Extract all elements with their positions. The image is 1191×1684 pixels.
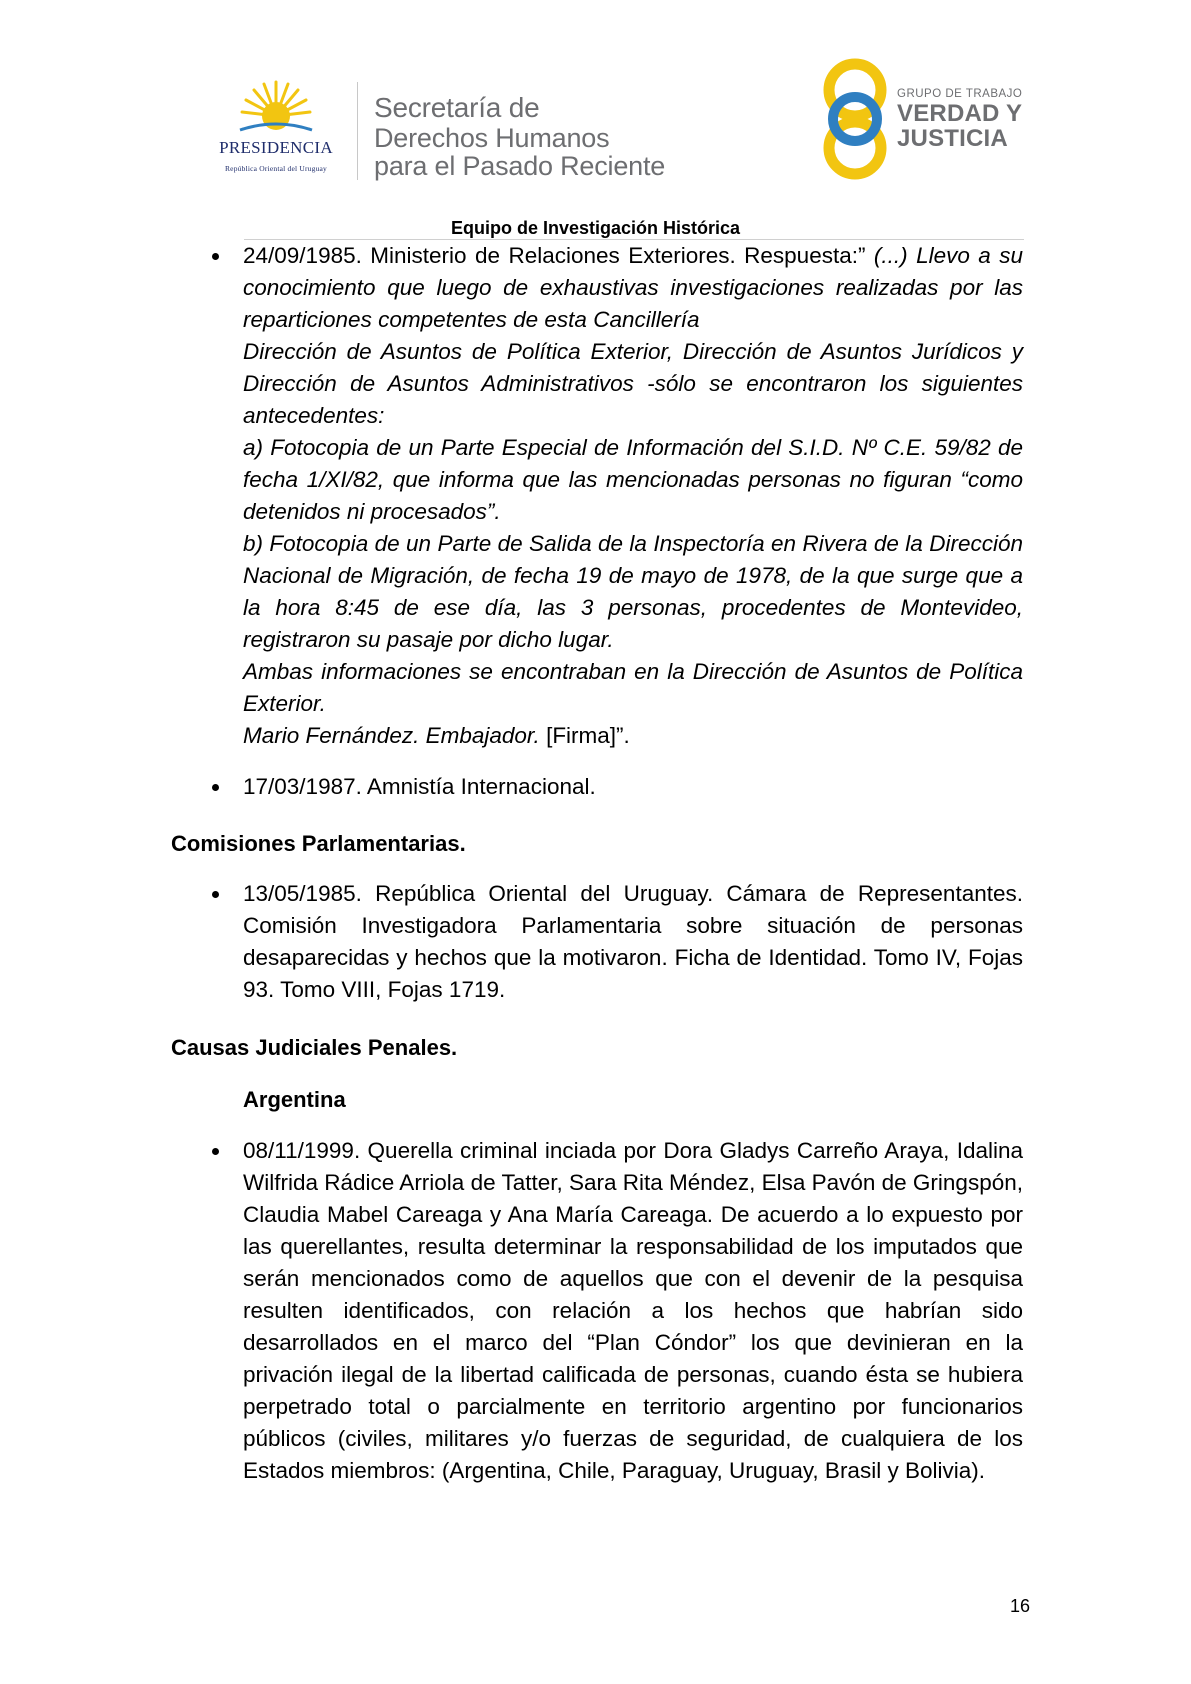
secretaria-line-1: Secretaría de: [374, 92, 540, 123]
bullet-icon: [212, 253, 219, 260]
presidencia-logo: [196, 78, 356, 178]
secretaria-logo-text: [374, 92, 714, 180]
list-item: [243, 240, 1023, 752]
signature-name: Mario Fernández. Embajador.: [243, 723, 540, 748]
grupo-line-3: JUSTICIA: [897, 125, 1008, 152]
bullet-icon: [212, 784, 219, 791]
quote-paragraph-3: a) Fotocopia de un Parte Especial de Información del S.I.D. Nº C.E. 59/82 de fecha 1/XI/82, que informa que las mencionadas personas no figuran “como detenidos ni procesados”.: [243, 435, 1023, 524]
presidencia-subtitle: República Oriental del Uruguay: [224, 164, 327, 173]
header-divider: [357, 82, 358, 180]
page-number: 16: [1009, 1596, 1030, 1616]
item-text: 17/03/1987. Amnistía Internacional.: [243, 774, 596, 799]
list-item: [243, 878, 1023, 1006]
quote-paragraph-4: b) Fotocopia de un Parte de Salida de la Inspectoría en Rivera de la Dirección Nacional de Migración, de fecha 19 de mayo de 1978, de la que surge que a la hora 8:45 de ese día, las 3 personas, procedentes de Montevideo, registraron su pasaje por dicho lugar.: [243, 531, 1023, 652]
item-lead: 24/09/1985. Ministerio de Relaciones Exteriores. Respuesta:”: [243, 243, 874, 268]
grupo-line-2: VERDAD Y: [897, 100, 1023, 127]
verdad-justicia-rings-icon: [820, 58, 890, 180]
quote-paragraph-2: Dirección de Asuntos de Política Exterior, Dirección de Asuntos Jurídicos y Dirección de Asuntos Administrativos -sólo se encontraron los siguientes antecedentes:: [243, 339, 1023, 428]
item-text: 08/11/1999. Querella criminal inciada por Dora Gladys Carreño Araya, Idalina Wilfrida Rádice Arriola de Tatter, Sara Rita Méndez, Elsa Pavón de Gringspón, Claudia Mabel Careaga y Ana María Careaga. De acuerdo a lo expuesto por las querellantes, resulta determinar la responsabilidad de los imputados que serán mencionados como de aquellos que con el devenir de la pesquisa resulten identificados, con relación a los hechos que habrían sido desarrollados en el marco del “Plan Cóndor” los que devinieran en la privación ilegal de la libertad calificada de personas, cuando ésta se hubiera perpetrado total o parcialmente en territorio argentino por funcionarios públicos (civiles, militares y/o fuerzas de seguridad, de cualquiera de los Estados miembros: (Argentina, Chile, Paraguay, Uruguay, Brasil y Bolivia).: [243, 1138, 1023, 1483]
page-header-title: Equipo de Investigación Histórica: [450, 218, 741, 238]
secretaria-line-2: Derechos Humanos: [374, 123, 610, 153]
subheading-argentina: Argentina: [243, 1087, 346, 1112]
secretaria-line-3: para el Pasado Reciente: [374, 151, 666, 181]
bullet-icon: [212, 1148, 219, 1155]
bullet-icon: [212, 891, 219, 898]
list-item: [243, 1135, 1023, 1487]
list-item: [243, 771, 1023, 803]
signature-tail: [Firma]”.: [539, 723, 630, 748]
item-text: 13/05/1985. República Oriental del Uruguay. Cámara de Representantes. Comisión Investigadora Parlamentaria sobre situación de personas desaparecidas y hechos que la motivaron. Ficha de Identidad. Tomo IV, Fojas 93. Tomo VIII, Fojas 1719.: [243, 881, 1023, 1002]
quote-paragraph-5: Ambas informaciones se encontraban en la Dirección de Asuntos de Política Exterior.: [243, 659, 1023, 716]
section-heading-comisiones: Comisiones Parlamentarias.: [171, 831, 466, 856]
grupo-line-1: GRUPO DE TRABAJO: [897, 88, 1023, 100]
presidencia-name: PRESIDENCIA: [219, 138, 333, 157]
verdad-justicia-logo-text: [897, 87, 1057, 151]
section-heading-causas: Causas Judiciales Penales.: [171, 1035, 458, 1060]
quote-paragraph-1: (...) Llevo a su conocimiento que luego de exhaustivas investigaciones realizadas por las reparticiones competentes de esta Cancillería: [243, 243, 1024, 332]
sun-emblem-icon: [236, 78, 316, 138]
